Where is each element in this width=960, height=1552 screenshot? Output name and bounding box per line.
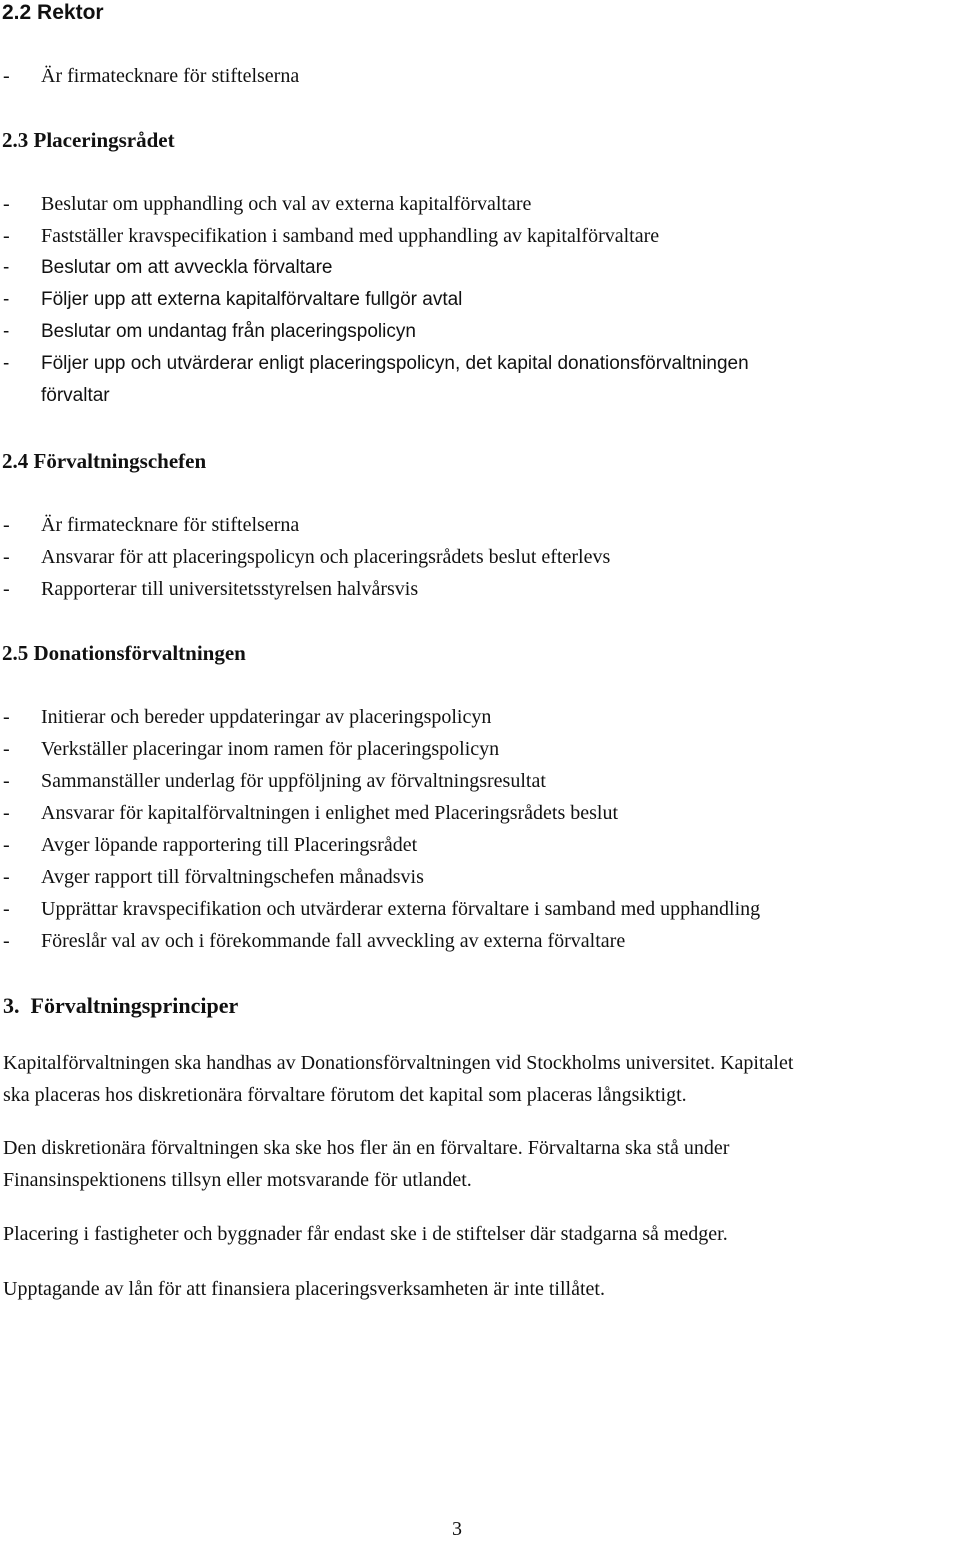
list-item-text: Beslutar om att avveckla förvaltare — [41, 257, 333, 278]
list-dash: - — [3, 802, 10, 824]
list-dash: - — [3, 321, 10, 342]
section-title: Donationsförvaltningen — [33, 641, 246, 665]
section-number: 2.5 — [2, 641, 29, 665]
paragraph-line: ska placeras hos diskretionära förvaltare förutom det kapital som placeras långsiktigt. — [3, 1084, 687, 1106]
paragraph-line: Placering i fastigheter och byggnader får endast ske i de stiftelser där stadgarna så medger. — [3, 1223, 728, 1245]
list-dash: - — [3, 930, 10, 952]
list-dash: - — [3, 738, 10, 760]
list-dash: - — [3, 225, 10, 247]
page-number: 3 — [452, 1518, 462, 1540]
list-dash: - — [3, 578, 10, 600]
section-title: Förvaltningschefen — [33, 449, 207, 473]
list-dash: - — [3, 257, 10, 278]
section-number: 3. — [3, 993, 20, 1018]
list-dash: - — [3, 866, 10, 888]
list-item-text: Sammanställer underlag för uppföljning av förvaltningsresultat — [41, 770, 546, 792]
list-item-text: Initierar och bereder uppdateringar av placeringspolicyn — [41, 706, 492, 728]
list-item-text: Beslutar om undantag från placeringspolicyn — [41, 321, 416, 342]
paragraph-line: Upptagande av lån för att finansiera placeringsverksamheten är inte tillåtet. — [3, 1278, 605, 1300]
section-number: 2.4 — [2, 449, 29, 473]
section-number: 2.3 — [2, 128, 29, 152]
section-title: Förvaltningsprinciper — [30, 993, 239, 1018]
section-heading-placeringsradet — [2, 128, 175, 152]
list-dash: - — [3, 65, 10, 87]
paragraph-line: Finansinspektionens tillsyn eller motsvarande för utlandet. — [3, 1169, 472, 1191]
list-item-text: Verkställer placeringar inom ramen för placeringspolicyn — [41, 738, 500, 760]
paragraph — [3, 1218, 728, 1250]
list-dash: - — [3, 770, 10, 792]
section-number: 2.2 — [2, 1, 32, 24]
list-item-text: Följer upp att externa kapitalförvaltare fullgör avtal — [41, 289, 463, 310]
list-item-text: Är firmatecknare för stiftelserna — [41, 65, 300, 87]
list-item-text: Föreslår val av och i förekommande fall avveckling av externa förvaltare — [41, 930, 626, 952]
list-item-text: Beslutar om upphandling och val av externa kapitalförvaltare — [41, 193, 532, 215]
list-item-text: Följer upp och utvärderar enligt placeringspolicyn, det kapital donationsförvaltningen — [41, 353, 749, 374]
paragraph-line: Kapitalförvaltningen ska handhas av Donationsförvaltningen vid Stockholms universitet. Kapitalet — [3, 1052, 794, 1074]
section-heading-principer — [3, 994, 238, 1018]
list-dash: - — [3, 898, 10, 920]
list-dash: - — [3, 706, 10, 728]
paragraph — [3, 1273, 605, 1305]
section-heading-forvaltningschefen — [2, 449, 206, 473]
list-dash: - — [3, 546, 10, 568]
list-item-continuation: förvaltar — [41, 385, 110, 406]
list-item-text: Rapporterar till universitetsstyrelsen halvårsvis — [41, 578, 419, 600]
paragraph-line: Den diskretionära förvaltningen ska ske hos fler än en förvaltare. Förvaltarna ska stå under — [3, 1137, 730, 1159]
list-item-text: Är firmatecknare för stiftelserna — [41, 514, 300, 536]
list-dash: - — [3, 193, 10, 215]
paragraph — [3, 1132, 729, 1196]
section-heading-rektor — [2, 1, 104, 25]
paragraph — [3, 1047, 793, 1111]
list-item-text: Upprättar kravspecifikation och utvärderar externa förvaltare i samband med upphandling — [41, 898, 761, 920]
section-title: Rektor — [37, 1, 104, 24]
list-dash: - — [3, 834, 10, 856]
list-item-text: Ansvarar för kapitalförvaltningen i enlighet med Placeringsrådets beslut — [41, 802, 619, 824]
list-item-text: Ansvarar för att placeringspolicyn och placeringsrådets beslut efterlevs — [41, 546, 611, 568]
list-dash: - — [3, 353, 10, 374]
section-title: Placeringsrådet — [33, 128, 175, 152]
list-item-text: Fastställer kravspecifikation i samband med upphandling av kapitalförvaltare — [41, 225, 660, 247]
section-heading-donationsforvaltningen — [2, 641, 246, 665]
list-item-text: Avger löpande rapportering till Placeringsrådet — [41, 834, 418, 856]
list-dash: - — [3, 289, 10, 310]
list-item-text: Avger rapport till förvaltningschefen månadsvis — [41, 866, 424, 888]
list-dash: - — [3, 514, 10, 536]
